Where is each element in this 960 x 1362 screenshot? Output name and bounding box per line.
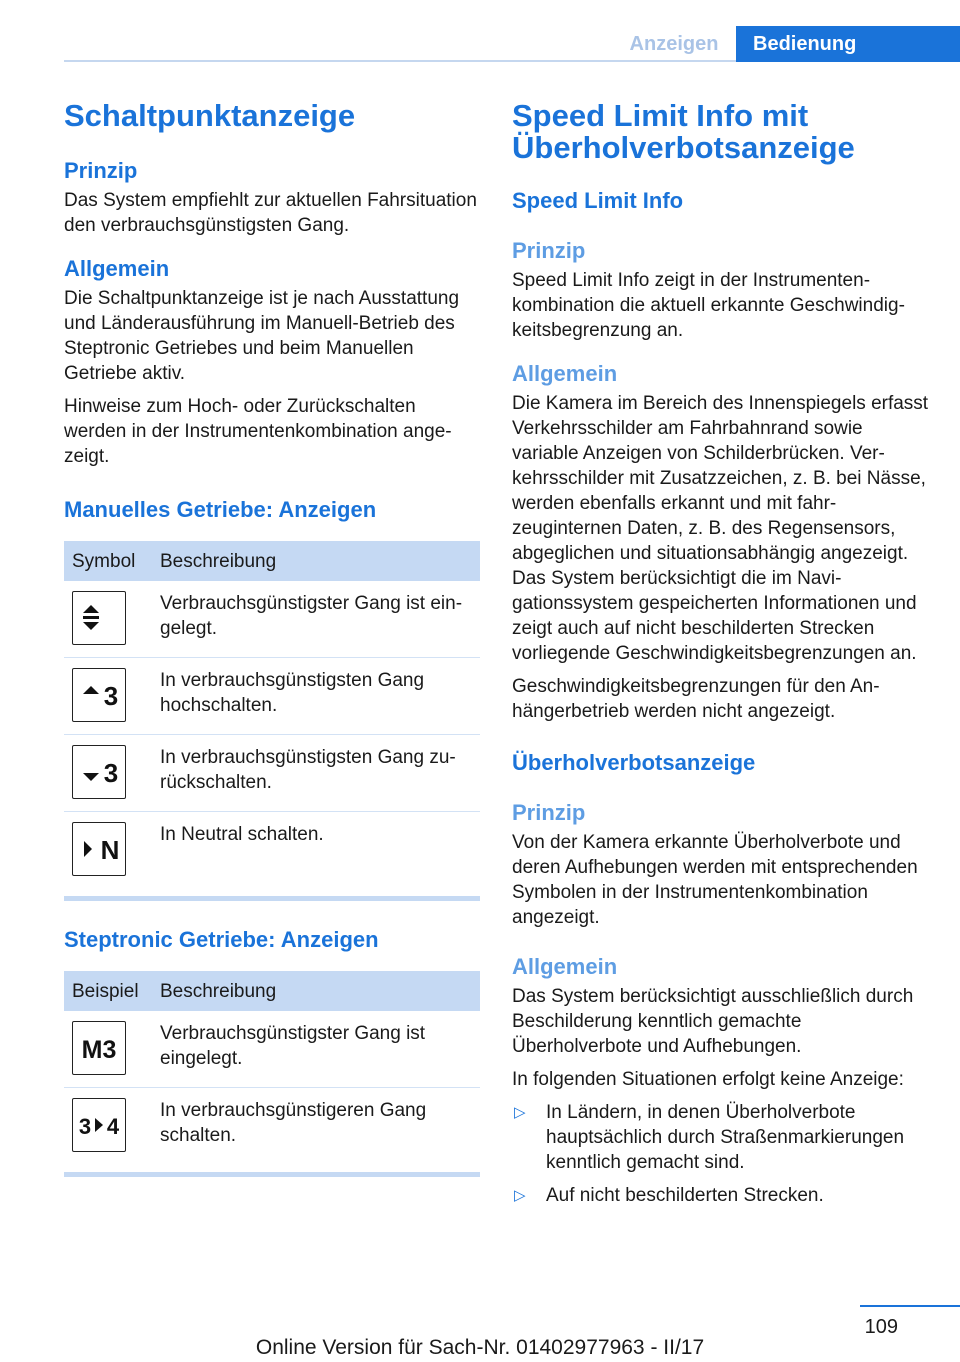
- ueb-allgemein-heading: Allgemein: [512, 954, 618, 979]
- shift-down-3-icon: [72, 745, 126, 799]
- table-header-example: Beispiel: [64, 971, 152, 1011]
- table-row: [64, 1011, 480, 1088]
- shift-optimal-icon: [72, 591, 126, 645]
- gear-m3-icon: [72, 1021, 126, 1075]
- table-row-text: Verbrauchsgünstigster Gang ist eingelegt.: [152, 581, 480, 658]
- table-row: [64, 581, 480, 658]
- table-header-description: Beschreibung: [152, 541, 480, 581]
- page-number-rule: [860, 1305, 960, 1307]
- svg-text:3: 3: [103, 681, 119, 711]
- allgemein-text-2: Hinweise zum Hoch- oder Zurückschalten werden in der Instrumentenkombination angezeigt.: [64, 396, 452, 467]
- triangle-bullet-icon: ▷: [514, 1187, 526, 1204]
- manual-gearbox-table: [64, 541, 480, 888]
- steptronic-heading: Steptronic Getriebe: Anzeigen: [64, 927, 379, 952]
- section-title-speed-limit-info: Speed Limit Info mit Überholverbotsanzeige: [512, 98, 855, 165]
- svg-text:4: 4: [106, 1114, 120, 1139]
- table-row: [64, 812, 480, 889]
- list-item: ▷ Auf nicht beschilderten Strecken.: [514, 1185, 824, 1206]
- table-row-text: Verbrauchsgünstigster Gang ist eingelegt.: [152, 1011, 480, 1088]
- table-row-text: In verbrauchsgünstigeren Gang schalten.: [160, 1100, 427, 1146]
- sli-allgemein-heading: Allgemein: [512, 361, 618, 386]
- header-tab-anzeigen[interactable]: Anzeigen: [629, 33, 719, 55]
- steptronic-table: [64, 971, 480, 1164]
- svg-text:3: 3: [103, 758, 119, 788]
- table-header-row: [64, 541, 480, 581]
- situation-list: [512, 1100, 932, 1208]
- ueb-prinzip-text: Von der Kamera erkannte Überholverbote und deren Aufhebungen werden mit entsprechenden Symbolen in der Instrumentenkombination angezeigt.: [512, 832, 918, 928]
- prinzip-text: Das System empfiehlt zur aktuellen Fahrsituation den verbrauchsgünstigsten Gang.: [64, 190, 477, 236]
- allgemein-heading: Allgemein: [64, 256, 170, 281]
- list-item: ▷ In Ländern, in denen Überholverbote hauptsächlich durch Straßenmarkierungen kenntlich gemacht sind.: [514, 1102, 905, 1173]
- allgemein-text-1: Die Schaltpunktanzeige ist je nach Ausstattung und Länderausführung im Manuell-Betrieb des Steptronic Getriebes und beim Manuellen Getriebe aktiv.: [64, 288, 460, 384]
- triangle-bullet-icon: ▷: [514, 1104, 526, 1121]
- table-row-text: In verbrauchsgünstigsten Gang zurückschalten.: [152, 735, 480, 812]
- table-row-text: In Neutral schalten.: [160, 824, 324, 845]
- speed-limit-info-heading: Speed Limit Info: [512, 188, 684, 213]
- sli-prinzip-text: Speed Limit Info zeigt in der Instrumentenkombination die aktuell erkannte Geschwindigkeitsbegrenzung an.: [512, 270, 905, 341]
- header-tab-bedienung[interactable]: Bedienung: [736, 26, 960, 62]
- footer-text: Online Version für Sach-Nr. 01402977963 - II/17: [255, 1336, 705, 1359]
- sli-allgemein-text-2: Geschwindigkeitsbegrenzungen für den Anhängerbetrieb werden nicht angezeigt.: [512, 676, 880, 722]
- shift-up-3-icon: [72, 668, 126, 722]
- svg-text:M3: M3: [81, 1036, 117, 1064]
- table-row: [64, 735, 480, 812]
- page-number: 109: [864, 1316, 898, 1338]
- ueb-prinzip-heading: Prinzip: [512, 800, 586, 825]
- ueberholverbot-heading: Überholverbotsanzeige: [512, 750, 756, 775]
- gear-3-to-4-icon: [72, 1098, 126, 1152]
- ueb-allgemein-text-2: In folgenden Situationen erfolgt keine Anzeige:: [512, 1069, 904, 1090]
- table-header-row: [64, 971, 480, 1011]
- ueb-allgemein-text-1: Das System berücksichtigt ausschließlich durch Beschilderung kenntlich gemachte Überholverbote und Aufhebungen.: [512, 986, 914, 1057]
- right-column: [512, 100, 932, 1208]
- shift-neutral-icon: [72, 822, 126, 876]
- table-header-description: Beschreibung: [152, 971, 480, 1011]
- table-end-bar: [64, 896, 480, 901]
- table-header-symbol: Symbol: [64, 541, 152, 581]
- table-end-bar: [64, 1172, 480, 1177]
- sli-allgemein-text-1: Die Kamera im Bereich des Innenspiegels erfasst Verkehrsschilder am Fahrbahnrand sowie variable Anzeigen von Schilderbrücken. Verkehrsschilder mit Zusatzzeichen, z. B. bei Nässe, werden ebenfalls erkannt und mit fahrzeuginternen Daten, z. B. des Regensensors, abgeglichen und situationsabhängig angezeigt. Das System berücksichtigt die im Navigationssystem gespeicherten Informationen und zeigt auch auf nicht beschilderten Strecken vorliegende Geschwindigkeitsbegrenzungen an.: [512, 393, 929, 664]
- manual-gearbox-heading: Manuelles Getriebe: Anzeigen: [64, 497, 377, 522]
- svg-text:N: N: [100, 835, 120, 865]
- table-row-text: In verbrauchsgünstigsten Gang hochschalten.: [152, 658, 480, 735]
- table-row: [64, 658, 480, 735]
- section-title-schaltpunktanzeige: Schaltpunktanzeige: [64, 98, 356, 133]
- prinzip-heading: Prinzip: [64, 158, 138, 183]
- sli-prinzip-heading: Prinzip: [512, 238, 586, 263]
- table-row: [64, 1088, 480, 1165]
- left-column: [64, 100, 480, 1177]
- svg-text:3: 3: [78, 1114, 92, 1139]
